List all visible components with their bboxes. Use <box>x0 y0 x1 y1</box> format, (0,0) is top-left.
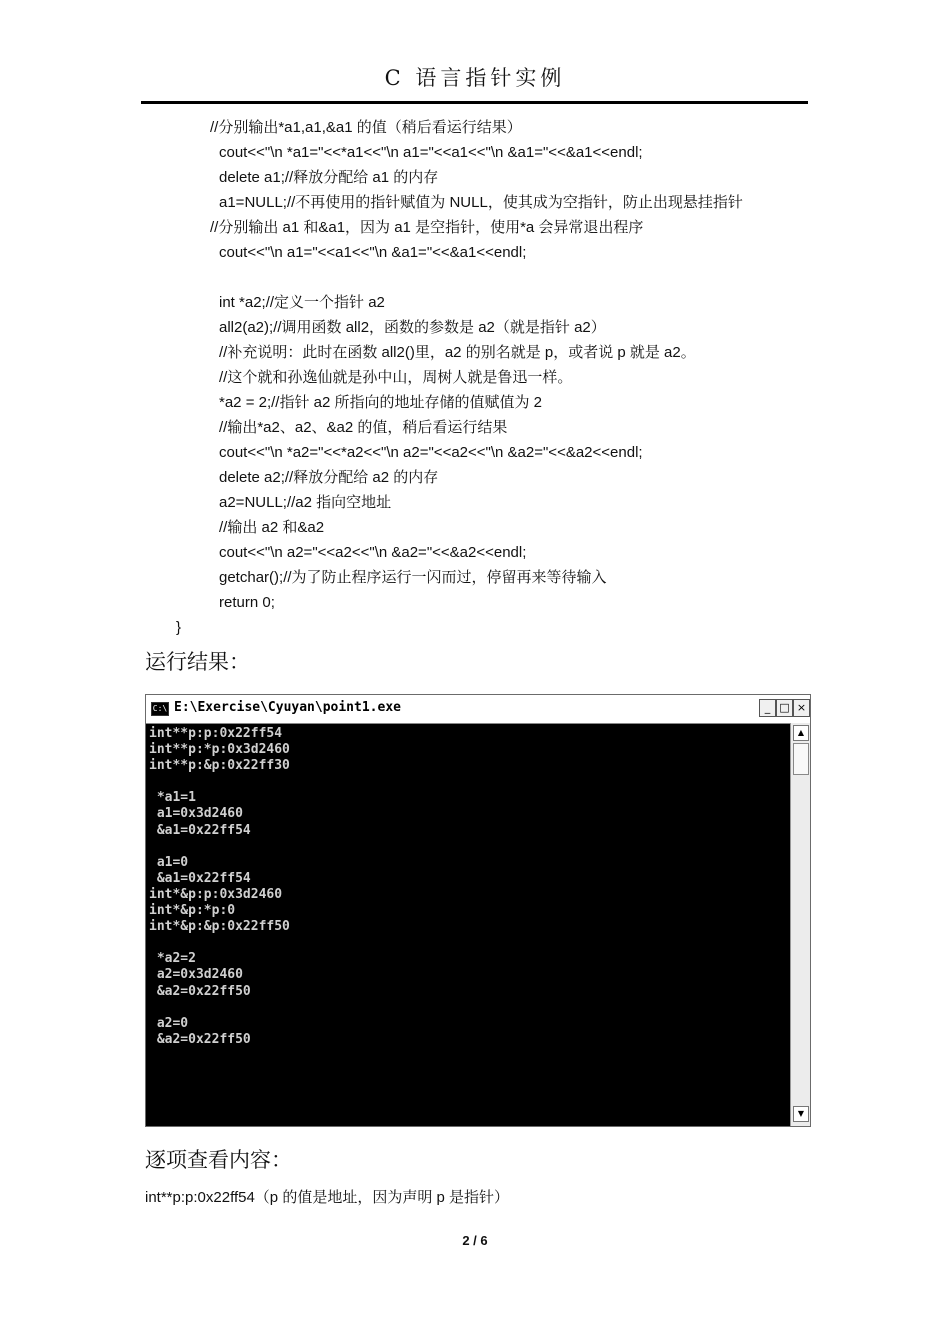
console-output <box>149 726 789 1124</box>
code-line: cout<<"\n a2="<<a2<<"\n &a2="<<&a2<<endl; <box>219 544 527 561</box>
code-line: *a2 = 2;//指针 a2 所指向的地址存储的值赋值为 2 <box>219 394 542 411</box>
header-rule <box>141 101 808 104</box>
console-line: int*&p:&p:0x22ff50 <box>149 919 290 935</box>
console-titlebar[interactable] <box>146 695 810 724</box>
code-line: //输出*a2、a2、&a2 的值，稍后看运行结果 <box>219 419 508 436</box>
console-app-icon: C:\ <box>151 702 169 716</box>
code-line: delete a1;//释放分配给 a1 的内存 <box>219 169 439 186</box>
code-line: a1=NULL;//不再使用的指针赋值为 NULL，使其成为空指针，防止出现悬挂指针 <box>219 194 743 211</box>
code-line: cout<<"\n *a2="<<*a2<<"\n a2="<<a2<<"\n &a2="<<&a2<<endl; <box>219 444 643 461</box>
console-line: int*&p:*p:0 <box>149 903 236 919</box>
code-line: //分别输出*a1,a1,&a1 的值（稍后看运行结果） <box>210 119 522 136</box>
minimize-button[interactable]: _ <box>759 699 776 717</box>
page-number: 2 / 6 <box>462 1233 488 1248</box>
console-scrollbar[interactable] <box>790 723 810 1126</box>
console-line: *a1=1 <box>149 790 196 806</box>
scroll-up-arrow-icon[interactable]: ▲ <box>793 725 809 741</box>
code-line: return 0; <box>219 594 275 611</box>
console-line: &a1=0x22ff54 <box>149 870 251 886</box>
close-button[interactable]: × <box>793 699 810 717</box>
console-line <box>149 1000 789 1016</box>
console-line <box>149 935 789 951</box>
console-line: int**p:&p:0x22ff30 <box>149 758 290 774</box>
console-line: int**p:*p:0x3d2460 <box>149 742 290 758</box>
console-line: a2=0x3d2460 <box>149 967 243 983</box>
code-line: //这个就和孙逸仙就是孙中山，周树人就是鲁迅一样。 <box>219 369 573 386</box>
console-title: E:\Exercise\Cyuyan\point1.exe <box>174 700 401 715</box>
code-line: } <box>176 619 182 636</box>
console-window <box>145 694 811 1127</box>
console-line: &a2=0x22ff50 <box>149 1031 251 1047</box>
code-line: cout<<"\n a1="<<a1<<"\n &a1="<<&a1<<endl; <box>219 244 527 261</box>
console-line: &a1=0x22ff54 <box>149 822 251 838</box>
code-line: //补充说明：此时在函数 all2()里，a2 的别名就是 p，或者说 p 就是 a2。 <box>219 344 696 361</box>
console-line: *a2=2 <box>149 951 196 967</box>
console-line: &a2=0x22ff50 <box>149 983 251 999</box>
body-paragraph: int**p:p:0x22ff54（p 的值是地址，因为声明 p 是指针） <box>145 1189 510 1206</box>
console-line: int*&p:p:0x3d2460 <box>149 886 283 902</box>
console-line: a1=0x3d2460 <box>149 806 243 822</box>
console-line <box>149 839 789 855</box>
code-line: a2=NULL;//a2 指向空地址 <box>219 494 392 511</box>
code-line: getchar();//为了防止程序运行一闪而过，停留再来等待输入 <box>219 569 607 586</box>
scroll-down-arrow-icon[interactable]: ▼ <box>793 1106 809 1122</box>
page-header-title: C 语言指针实例 <box>384 66 566 90</box>
inspect-heading: 逐项查看内容： <box>145 1148 292 1172</box>
code-line: //输出 a2 和&a2 <box>219 519 325 536</box>
console-line: int**p:p:0x22ff54 <box>149 726 283 741</box>
code-line: cout<<"\n *a1="<<*a1<<"\n a1="<<a1<<"\n &a1="<<&a1<<endl; <box>219 144 643 161</box>
console-line <box>149 774 789 790</box>
console-line: a2=0 <box>149 1015 189 1031</box>
code-line: all2(a2);//调用函数 all2，函数的参数是 a2（就是指针 a2） <box>219 319 606 336</box>
console-line: a1=0 <box>149 854 189 870</box>
run-result-heading: 运行结果： <box>145 650 250 674</box>
code-line: delete a2;//释放分配给 a2 的内存 <box>219 469 439 486</box>
code-line: //分别输出 a1 和&a1，因为 a1 是空指针，使用*a 会异常退出程序 <box>210 219 644 236</box>
code-line: int *a2;//定义一个指针 a2 <box>219 294 385 311</box>
maximize-button[interactable]: □ <box>776 699 793 717</box>
scroll-thumb[interactable] <box>793 743 809 775</box>
